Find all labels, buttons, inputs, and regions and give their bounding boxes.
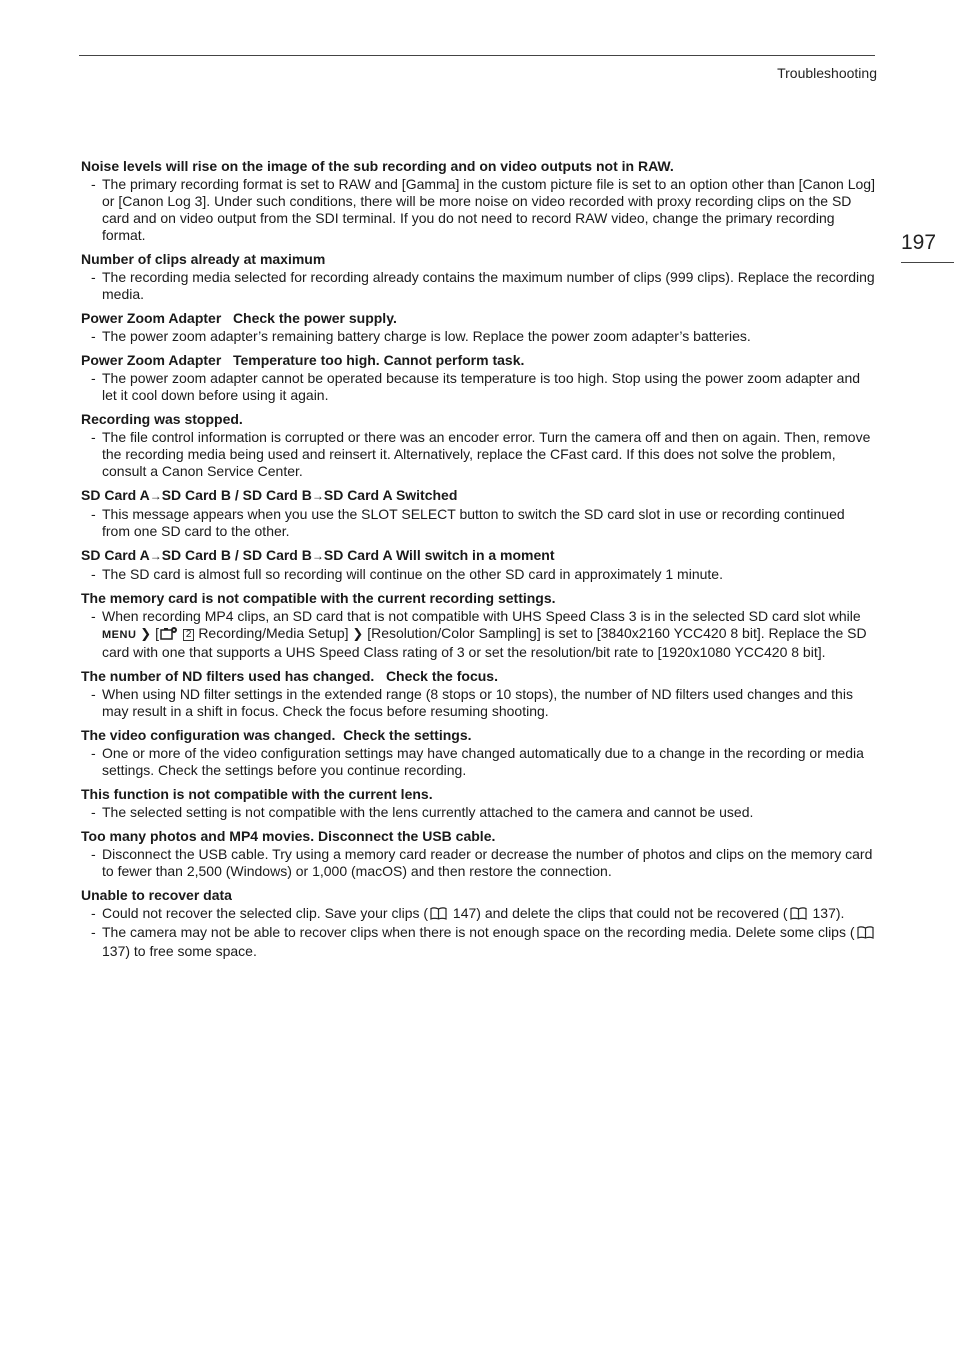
section-name: Troubleshooting [777,65,877,81]
chevron-right-icon: ❯ [352,626,364,641]
arrow-right-icon: → [311,489,324,503]
entry-title: Unable to recover data [81,887,232,903]
tab-number: 2 [183,629,195,641]
entry-title: SD Card A→SD Card B / SD Card B→SD Card A Will switch in a moment [81,547,555,563]
entry-title: The video configuration was changed. Check the settings. [81,727,472,743]
entry-max-clips [81,251,876,303]
header-rule [79,55,875,56]
entry-title: SD Card A→SD Card B / SD Card B→SD Card A Switched [81,487,458,503]
bullet: - The file control information is corrupted or there was an encoder error. Turn the camera off and then on again. Then, remove the recording media being used and reinsert it. Alternatively, replace the CFast card. If this does not solve the problem, consult a Canon Service Center. [91,429,871,479]
entry-memory-card-incompatible [81,590,876,661]
entry-noise-levels [81,158,876,244]
entry-lens-incompatible [81,786,876,821]
bullet: - When recording MP4 clips, an SD card that is not compatible with UHS Speed Class 3 is in the selected SD card slot while MENU ❯ [ 2 Recording/Media Setup] ❯ [Resolution/Color Sampling] is set to [3840x2160 YCC420 8 bit]. Replace the SD card with one that supports a UHS Speed Class rating of 3 or set the resolution/bit rate to [1920x1080 YCC420 8 bit]. [91,608,867,660]
menu-icon: MENU [102,629,137,641]
entry-sd-switched [81,487,876,540]
bullet: - Disconnect the USB cable. Try using a memory card reader or decrease the number of photos and clips on the memory card to fewer than 2,500 (Windows) or 1,000 (macOS) and then restore the connection. [91,846,873,879]
entry-title: Recording was stopped. [81,411,243,427]
arrow-right-icon: → [149,549,162,563]
entry-title: Power Zoom Adapter Temperature too high. Cannot perform task. [81,352,525,368]
book-icon [857,926,874,943]
bullet: - The camera may not be able to recover clips when there is not enough space on the recording media. Delete some clips ( 137) to free some space. [81,924,876,960]
bullet: - This message appears when you use the SLOT SELECT button to switch the SD card slot in use or recording continued from one SD card to the other. [91,506,845,539]
entry-title: Noise levels will rise on the image of the sub recording and on video outputs not in RAW. [81,158,674,174]
entry-title: The number of ND filters used has changed. Check the focus. [81,668,498,684]
bullet: - The SD card is almost full so recording will continue on the other SD card in approximately 1 minute. [91,566,723,582]
entry-too-many-photos [81,828,876,880]
entry-nd-filters [81,668,876,720]
entry-sd-will-switch [81,547,876,583]
page-number: 197 [901,231,937,254]
entry-recording-stopped [81,411,876,480]
bullet: - The primary recording format is set to RAW and [Gamma] in the custom picture file is set to an option other than [Canon Log] or [Canon Log 3]. Under such conditions, there will be more noise on video recorded with proxy recording clips on the SD card and on video output from the SDI terminal. If you do not need to record RAW video, change the primary recording format. [91,176,875,243]
bullet: - The selected setting is not compatible with the lens currently attached to the camera and cannot be used. [91,804,754,820]
bullet: - One or more of the video configuration settings may have changed automatically due to a change in the recording or media settings. Check the settings before you continue recording. [91,745,864,778]
entry-title: Power Zoom Adapter Check the power supply. [81,310,397,326]
entry-title: Number of clips already at maximum [81,251,326,267]
book-icon [430,907,447,924]
entry-title: The memory card is not compatible with the current recording settings. [81,590,556,606]
camera-settings-icon [160,626,178,644]
page-number-rule [901,262,954,263]
bullet: - The recording media selected for recording already contains the maximum number of clips (999 clips). Replace the recording media. [91,269,875,302]
bullet: - Could not recover the selected clip. Save your clips ( 147) and delete the clips that could not be recovered ( 137). [81,905,876,924]
bullet: - The power zoom adapter cannot be operated because its temperature is too high. Stop using the power zoom adapter and let it cool down before using it again. [91,370,861,403]
entry-unable-recover [81,887,876,960]
chevron-right-icon: ❯ [140,626,152,641]
arrow-right-icon: → [311,549,324,563]
bullet: - When using ND filter settings in the extended range (8 stops or 10 stops), the number of ND filters used changes and this may result in a shift in focus. Check the focus before resuming shooting. [91,686,853,719]
entry-video-config [81,727,876,779]
entry-zoom-temperature [81,352,876,404]
entry-zoom-power [81,310,876,345]
book-icon [790,907,807,924]
bullet: - The power zoom adapter’s remaining battery charge is low. Replace the power zoom adapter’s batteries. [91,328,751,344]
entry-title: This function is not compatible with the current lens. [81,786,433,802]
arrow-right-icon: → [149,489,162,503]
entry-title: Too many photos and MP4 movies. Disconnect the USB cable. [81,828,496,844]
troubleshooting-list [81,158,876,967]
